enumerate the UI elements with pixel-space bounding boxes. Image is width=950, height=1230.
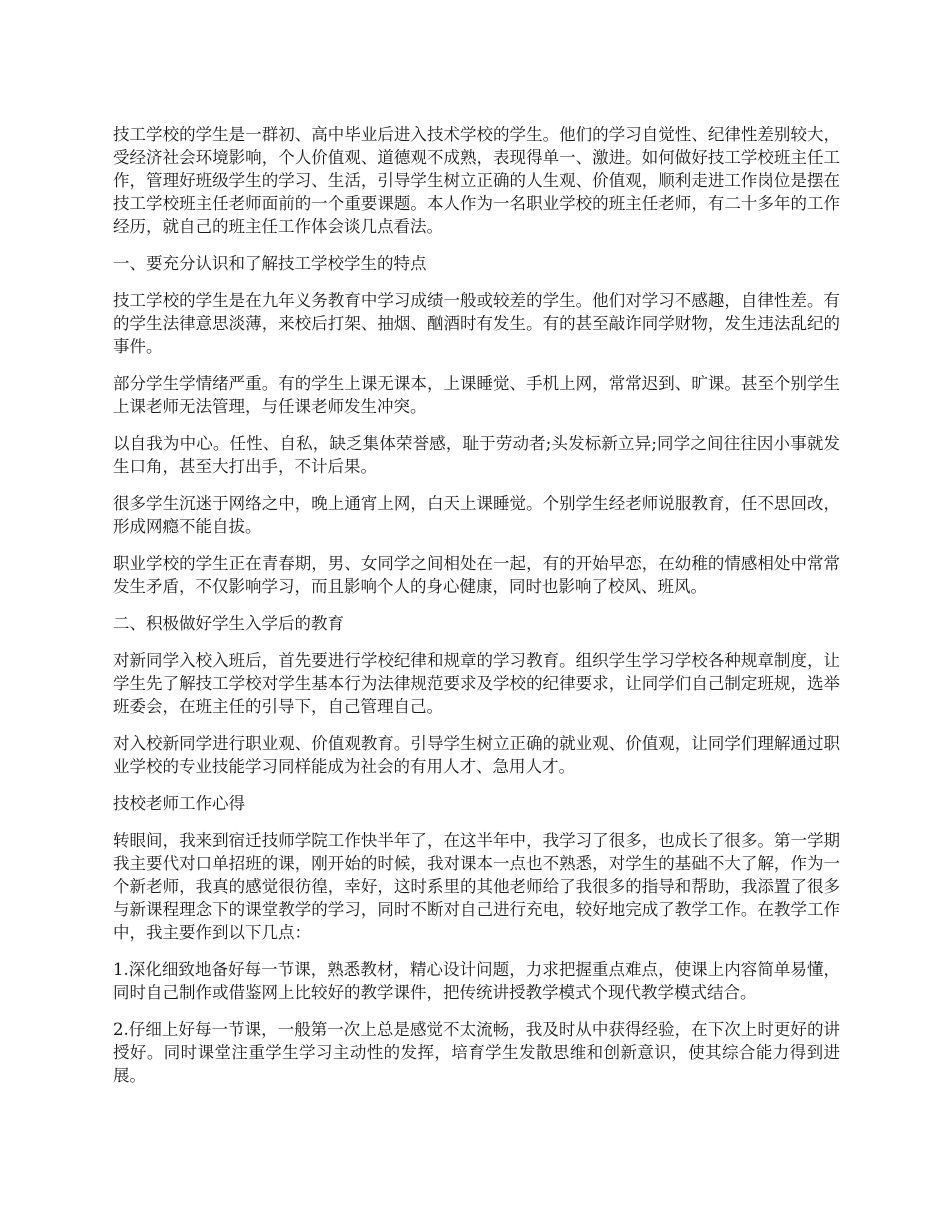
document-page bbox=[113, 123, 840, 1101]
body-paragraph: 技工学校的学生是在九年义务教育中学习成绩一般或较差的学生。他们对学习不感趣，自律性差。有的学生法律意思淡薄，来校后打架、抽烟、酗酒时有发生。有的甚至敲诈同学财物，发生违法乱纪的事件。 bbox=[113, 291, 840, 356]
body-paragraph: 对新同学入校入班后，首先要进行学校纪律和规章的学习教育。组织学生学习学校各种规章制度，让学生先了解技工学校对学生基本行为法律规范要求及学校的纪律要求，让同学们自己制定班规，选举班委会，在班主任的引导下，自己管理自己。 bbox=[113, 651, 840, 716]
intro-paragraph: 技工学校的学生是一群初、高中毕业后进入技术学校的学生。他们的学习自觉性、纪律性差别较大，受经济社会环境影响，个人价值观、道德观不成熟，表现得单一、激进。如何做好技工学校班主任工作，管理好班级学生的学习、生活，引导学生树立正确的人生观、价值观，顺利走进工作岗位是摆在技工学校班主任老师面前的一个重要课题。本人作为一名职业学校的班主任老师，有二十多年的工作经历，就自己的班主任工作体会谈几点看法。 bbox=[113, 125, 840, 236]
body-paragraph: 部分学生学情绪严重。有的学生上课无课本，上课睡觉、手机上网，常常迟到、旷课。甚至个别学生上课老师无法管理，与任课老师发生冲突。 bbox=[113, 374, 840, 416]
body-paragraph: 转眼间，我来到宿迁技师学院工作快半年了，在这半年中，我学习了很多，也成长了很多。第一学期我主要代对口单招班的课，刚开始的时候，我对课本一点也不熟悉，对学生的基础不大了解，作为一个新老师，我真的感觉很彷徨，幸好，这时系里的其他老师给了我很多的指导和帮助，我添置了很多与新课程理念下的课堂教学的学习，同时不断对自己进行充电，较好地完成了教学工作。在教学工作中，我主要作到以下几点： bbox=[113, 831, 840, 942]
body-paragraph: 以自我为中心。任性、自私，缺乏集体荣誉感，耻于劳动者;头发标新立异;同学之间往往因小事就发生口角，甚至大打出手，不计后果。 bbox=[113, 434, 840, 476]
section-heading-1: 一、要充分认识和了解技工学校学生的特点 bbox=[113, 254, 427, 273]
section-heading-3: 技校老师工作心得 bbox=[113, 794, 245, 813]
body-paragraph: 职业学校的学生正在青春期，男、女同学之间相处在一起，有的开始早恋，在幼稚的情感相处中常常发生矛盾，不仅影响学习，而且影响个人的身心健康，同时也影响了校风、班风。 bbox=[113, 554, 840, 596]
body-paragraph: 很多学生沉迷于网络之中，晚上通宵上网，白天上课睡觉。个别学生经老师说服教育，任不思回改，形成网瘾不能自拔。 bbox=[113, 494, 840, 536]
body-paragraph: 对入校新同学进行职业观、价值观教育。引导学生树立正确的就业观、价值观，让同学们理解通过职业学校的专业技能学习同样能成为社会的有用人才、急用人才。 bbox=[113, 734, 840, 776]
numbered-item-1: 1.深化细致地备好每一节课，熟悉教材，精心设计问题，力求把握重点难点，使课上内容简单易懂，同时自己制作或借鉴网上比较好的教学课件，把传统讲授教学模式个现代教学模式结合。 bbox=[113, 960, 840, 1002]
section-heading-2: 二、积极做好学生入学后的教育 bbox=[113, 614, 344, 633]
numbered-item-2: 2.仔细上好每一节课，一般第一次上总是感觉不太流畅，我及时从中获得经验，在下次上时更好的讲授好。同时课堂注重学生学习主动性的发挥，培育学生发散思维和创新意识，使其综合能力得到进展。 bbox=[113, 1020, 840, 1085]
